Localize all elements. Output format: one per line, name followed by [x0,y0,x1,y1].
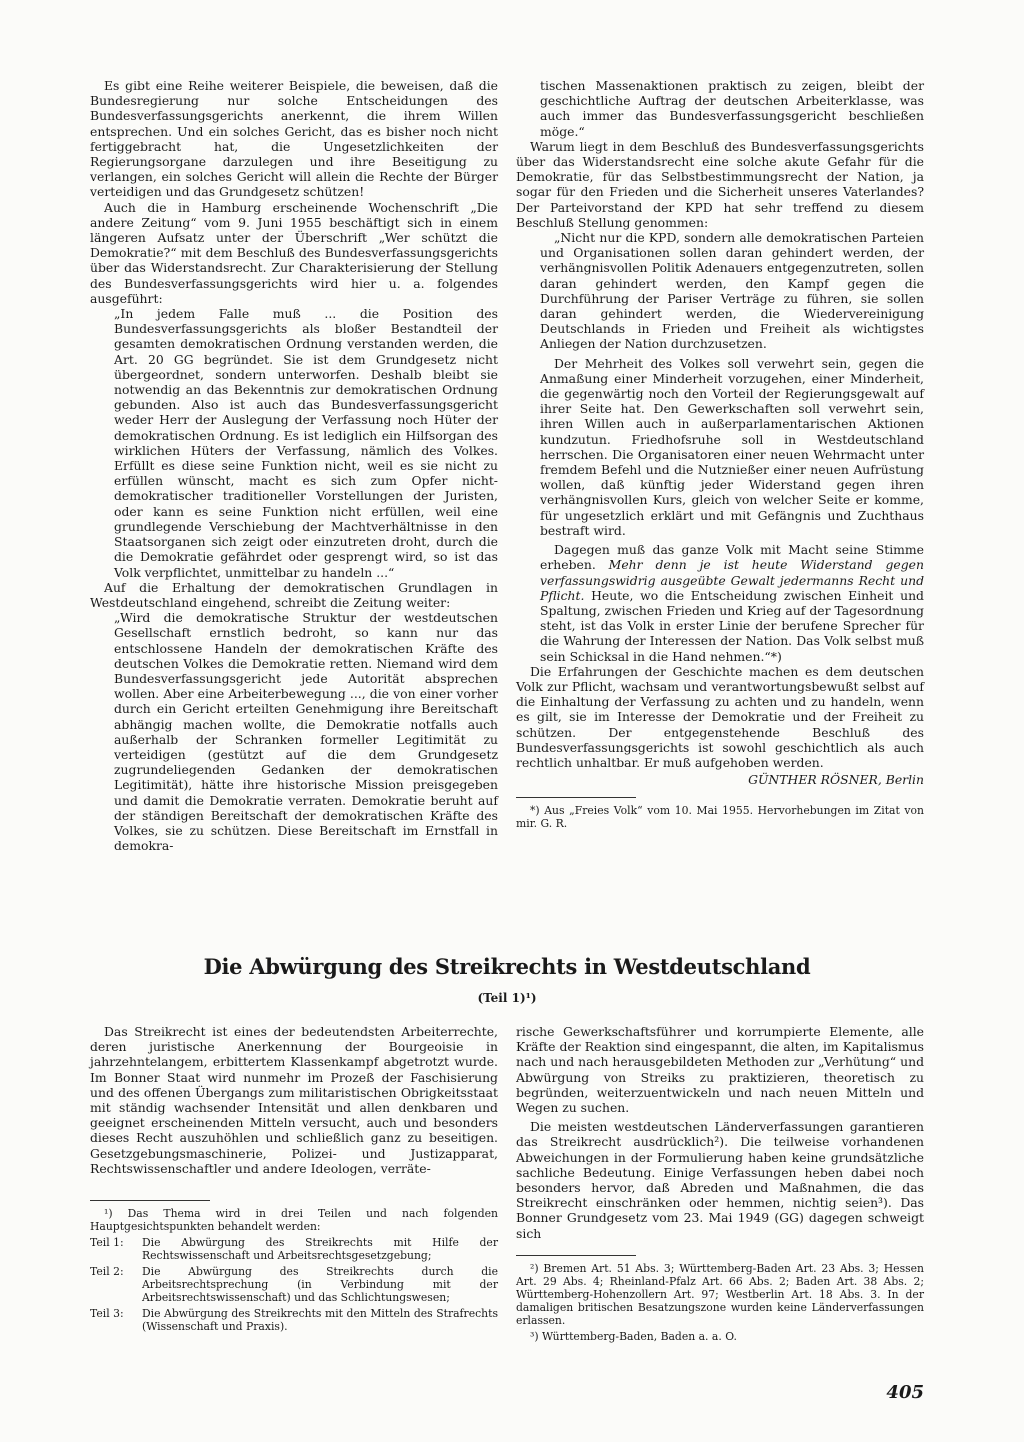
quote-paragraph: Der Mehrheit des Volkes soll verwehrt sein, gegen die Anmaßung einer Minderheit vorzugehen, einer Minderheit, die gegenwärtig noch den Vorteil der Regierungsgewalt auf ihrer Seite hat. Den Gewerkschaften soll verwehrt sein, ihren Willen auch in außerparlamentarischen Aktionen kundzutun. Friedhofsruhe soll in Westdeutschland herrschen. Die Organisatoren einer neuen Wehrmacht unter fremdem Befehl und die Nutznießer einer neuen Aufrüstung wollen, daß künftig jeder Widerstand gegen ihren verhängnisvollen Kurs, gleich von welcher Seite er komme, für ungesetzlich erklärt und mit Gefängnis und Zuchthaus bestraft wird. [540,355,924,538]
paragraph: rische Gewerkschaftsführer und korrumpierte Elemente, alle Kräfte der Reaktion sind eingespannt, die alten, im Kapitalismus nach und nach herausgebildeten Methoden zur „Verhütung“ und Abwürgung von Streiks zu praktizieren, theoretisch zu begründen, weiterzuentwickeln und nach neuen Mitteln und Wegen zu suchen. [516,1024,924,1116]
footnote-block [516,1262,924,1343]
quote-paragraph: „Wird die demokratische Struktur der westdeutschen Gesellschaft ernstlich bedroht, so kann nur das entschlossene Handeln der demokratischen Kräfte des deutschen Volkes die Demokratie retten. Niemand wird dem Bundesverfassungsgericht jede Autorität absprechen wollen. Aber eine Arbeiterbewegung ..., die von einer vorher durch ein Gericht erteilten Genehmigung ihre Bereitschaft abhängig machen wollte, die Demokratie notfalls auch außerhalb der Schranken formeller Legitimität zu verteidigen (gestützt auf die dem Grundgesetz zugrundeliegenden Gedanken der demokratischen Legitimität), hätte ihre historische Mission preisgegeben und damit die Demokratie verraten. Demokratie beruht auf der ständigen Bereitschaft der demokratischen Kräfte des Volkes, sie zu schützen. Diese Bereitschaft im Ernstfall in demokra- [114,610,498,854]
paragraph: Es gibt eine Reihe weiterer Beispiele, die beweisen, daß die Bundesregierung nur solche Entscheidungen des Bundesverfassungsgerichts anerkennt, die ihrem Willen entsprechen. Und ein solches Gericht, das es bisher noch nicht fertiggebracht hat, die Ungesetzlichkeiten der Regierungsorgane darzulegen und ihre Beseitigung zu verlangen, ein solches Gericht will allein die Rechte der Bürger verteidigen und das Grundgesetz schützen! [90,78,498,200]
quote-paragraph: „Nicht nur die KPD, sondern alle demokratischen Parteien und Organisationen sollen daran gehindert werden, der verhängnisvollen Politik Adenauers entgegenzutreten, sollen daran gehindert werden, den Kampf gegen die Durchführung der Pariser Verträge zu führen, sie sollen daran gehindert werden, die Wiedervereinigung Deutschlands in Frieden und Freiheit als wichtigstes Anliegen der Nation durchzusetzen. [540,230,924,352]
paragraph: Auf die Erhaltung der demokratischen Grundlagen in Westdeutschland eingehend, schreibt die Zeitung weiter: [90,579,498,610]
paragraph: Auch die in Hamburg erscheinende Wochenschrift „Die andere Zeitung“ vom 9. Juni 1955 beschäftigt sich in einem längeren Aufsatz unter der Überschrift „Wer schützt die Demokratie?“ mit dem Beschluß des Bundesverfassungsgerichts über das Widerstandsrecht. Zur Charakterisierung der Stellung des Bundesverfassungsgerichts wird hier u. a. folgendes ausgeführt: [90,199,498,306]
article-headline: Die Abwürgung des Streikrechts in Westdeutschland [203,954,811,979]
paragraph: Das Streikrecht ist eines der bedeutendsten Arbeiterrechte, deren juristische Anerkennung der Bourgeoisie in jahrzehntelangem, erbittertem Klassenkampf abgetrotzt wurde. Im Bonner Staat wird nunmehr im Prozeß der Faschisierung und des offenen Übergangs zum militaristischen Obrigkeitsstaat mit ständig wachsender Intensität und allen denkbaren und geeignet erscheinenden Mitteln versucht, auch und besonders dieses Recht auszuhöhlen und schließlich ganz zu beseitigen. Gesetzgebungsmaschinerie, Polizei- und Justizapparat, Rechtswissenschaftler und andere Ideologen, verräte- [90,1024,498,1176]
paragraph: Warum liegt in dem Beschluß des Bundesverfassungsgerichts über das Widerstandsrecht eine solche akute Gefahr für die Demokratie, für das Selbstbestimmungsrecht der Nation, ja sogar für den Frieden und die Sicherheit unseres Vaterlandes? Der Parteivorstand der KPD hat sehr treffend zu diesem Beschluß Stellung genommen: [516,138,924,230]
footnote-list-item [90,1307,498,1333]
footnote-rule [516,1255,636,1256]
article1-left-column [90,78,498,853]
footnote-list-item [90,1265,498,1304]
footnote: *) Aus „Freies Volk“ vom 10. Mai 1955. Hervorhebungen im Zitat von mir. G. R. [516,804,924,831]
article-subtitle: (Teil 1)¹) [477,991,537,1005]
article2-right-column [516,1024,924,1346]
footnote-list-item [90,1236,498,1262]
footnote-rule [90,1200,210,1201]
footnote-item-text: Die Abwürgung des Streikrechts durch die Arbeitsrechtsprechung (in Verbindung mit der Arbeitsrechtswissenschaft) und das Schlichtungswesen; [142,1265,498,1305]
footnote-block [90,1207,498,1333]
paragraph: Die Erfahrungen der Geschichte machen es dem deutschen Volk zur Pflicht, wachsam und verantwortungsbewußt selbst auf die Einhaltung der Verfassung zu achten und zu handeln, wenn es gilt, sie im Interesse der Demokratie und der Freiheit zu schützen. Der entgegenstehende Beschluß des Bundesverfassungsgerichts ist sowohl geschichtlich als auch rechtlich unhaltbar. Er muß aufgehoben werden. [516,663,924,770]
block-quote [114,306,498,580]
page-number: 405 [886,1382,924,1403]
footnote-item-text: Die Abwürgung des Streikrechts mit den Mitteln des Strafrechts (Wissenschaft und Praxis). [142,1307,498,1334]
footnote: ¹) Das Thema wird in drei Teilen und nach folgenden Hauptgesichtspunkten behandelt werden: [90,1207,498,1234]
footnote: ²) Bremen Art. 51 Abs. 3; Württemberg-Baden Art. 23 Abs. 3; Hessen Art. 29 Abs. 4; Rheinland-Pfalz Art. 66 Abs. 2; Baden Art. 38 Abs. 2; Württemberg-Hohenzollern Art. 97; Westberlin Art. 18 Abs. 3. In der damaligen britischen Besatzungszone wurden keine Länderverfassungen erlassen. [516,1261,924,1327]
article1-right-column [516,78,924,830]
block-quote [540,78,924,139]
block-quote [114,610,498,853]
quote-text: Heute, wo die Entscheidung zwischen Einheit und Spaltung, zwischen Frieden und Krieg auf der Tagesordnung steht, ist das Volk in erster Linie der berufene Sprecher für die Wahrung der Interessen der Nation. Das Volk selbst muß sein Schicksal in die Hand nehmen.“*) [540,587,924,664]
author-city: Berlin [885,772,924,788]
paragraph: Die meisten westdeutschen Länderverfassungen garantieren das Streikrecht ausdrücklich²). Die teilweise vorhandenen Abweichungen in der Formulierung haben keine grundsätzliche sachliche Bedeutung. Einige Verfassungen heben dabei noch besonders hervor, daß Abreden und Maßnahmen, die das Streikrecht einschränken oder hemmen, nichtig seien³). Das Bonner Grundgesetz vom 23. Mai 1949 (GG) dagegen schweigt sich [516,1119,924,1241]
footnote-item-label: Teil 3: [90,1307,124,1321]
quote-paragraph: „In jedem Falle muß ... die Position des Bundesverfassungsgerichts als bloßer Bestandteil der gesamten demokratischen Ordnung verstanden werden, die Art. 20 GG begründet. Sie ist dem Grundgesetz nicht übergeordnet, sondern unterworfen. Deshalb bleibt sie notwendig an das Bekenntnis zur demokratischen Ordnung gebunden. Also ist auch das Bundesverfassungsgericht weder Herr der Auslegung der Verfassung noch Hüter der demokratischen Ordnung. Es ist lediglich ein Hilfsorgan des wirklichen Hüters der Verfassung, nämlich des Volkes. Erfüllt es diese seine Funktion nicht, weil es sie nicht zu erfüllen wünscht, macht es sich zum Opfer nicht-demokratischer traditioneller Vorstellungen der Juristen, oder kann es seine Funktion nicht erfüllen, weil eine grundlegende Verschiebung der Machtverhältnisse in den Staatsorganen sich zeigt oder einzutreten droht, durch die die Demokratie gefährdet oder gesprengt wird, so ist das Volk verpflichtet, unmittelbar zu handeln ...“ [114,306,498,580]
emphasized-text: Mehr denn je ist heute Widerstand gegen verfassungswidrig ausgeübte Gewalt jedermanns Recht und Pflicht. [540,557,924,603]
author-name: GÜNTHER RÖSNER, [748,772,882,788]
quote-paragraph: tischen Massenaktionen praktisch zu zeigen, bleibt der geschichtliche Auftrag der deutschen Arbeiterklasse, was auch immer das Bundesverfassungsgericht beschließen möge.“ [540,78,924,139]
footnote-item-text: Die Abwürgung des Streikrechts mit Hilfe der Rechtswissenschaft und Arbeitsrechtsgesetzgebung; [142,1236,498,1263]
footnote-item-label: Teil 2: [90,1265,124,1279]
footnote-rule [516,797,636,798]
author-signature [516,772,924,787]
quote-paragraph [540,542,924,664]
quote-text: Dagegen muß das ganze Volk mit Macht seine Stimme erheben. [540,542,924,573]
footnote-item-label: Teil 1: [90,1236,124,1250]
block-quote [540,230,924,664]
footnote: ³) Württemberg-Baden, Baden a. a. O. [530,1329,737,1343]
article2-left-column [90,1024,498,1333]
